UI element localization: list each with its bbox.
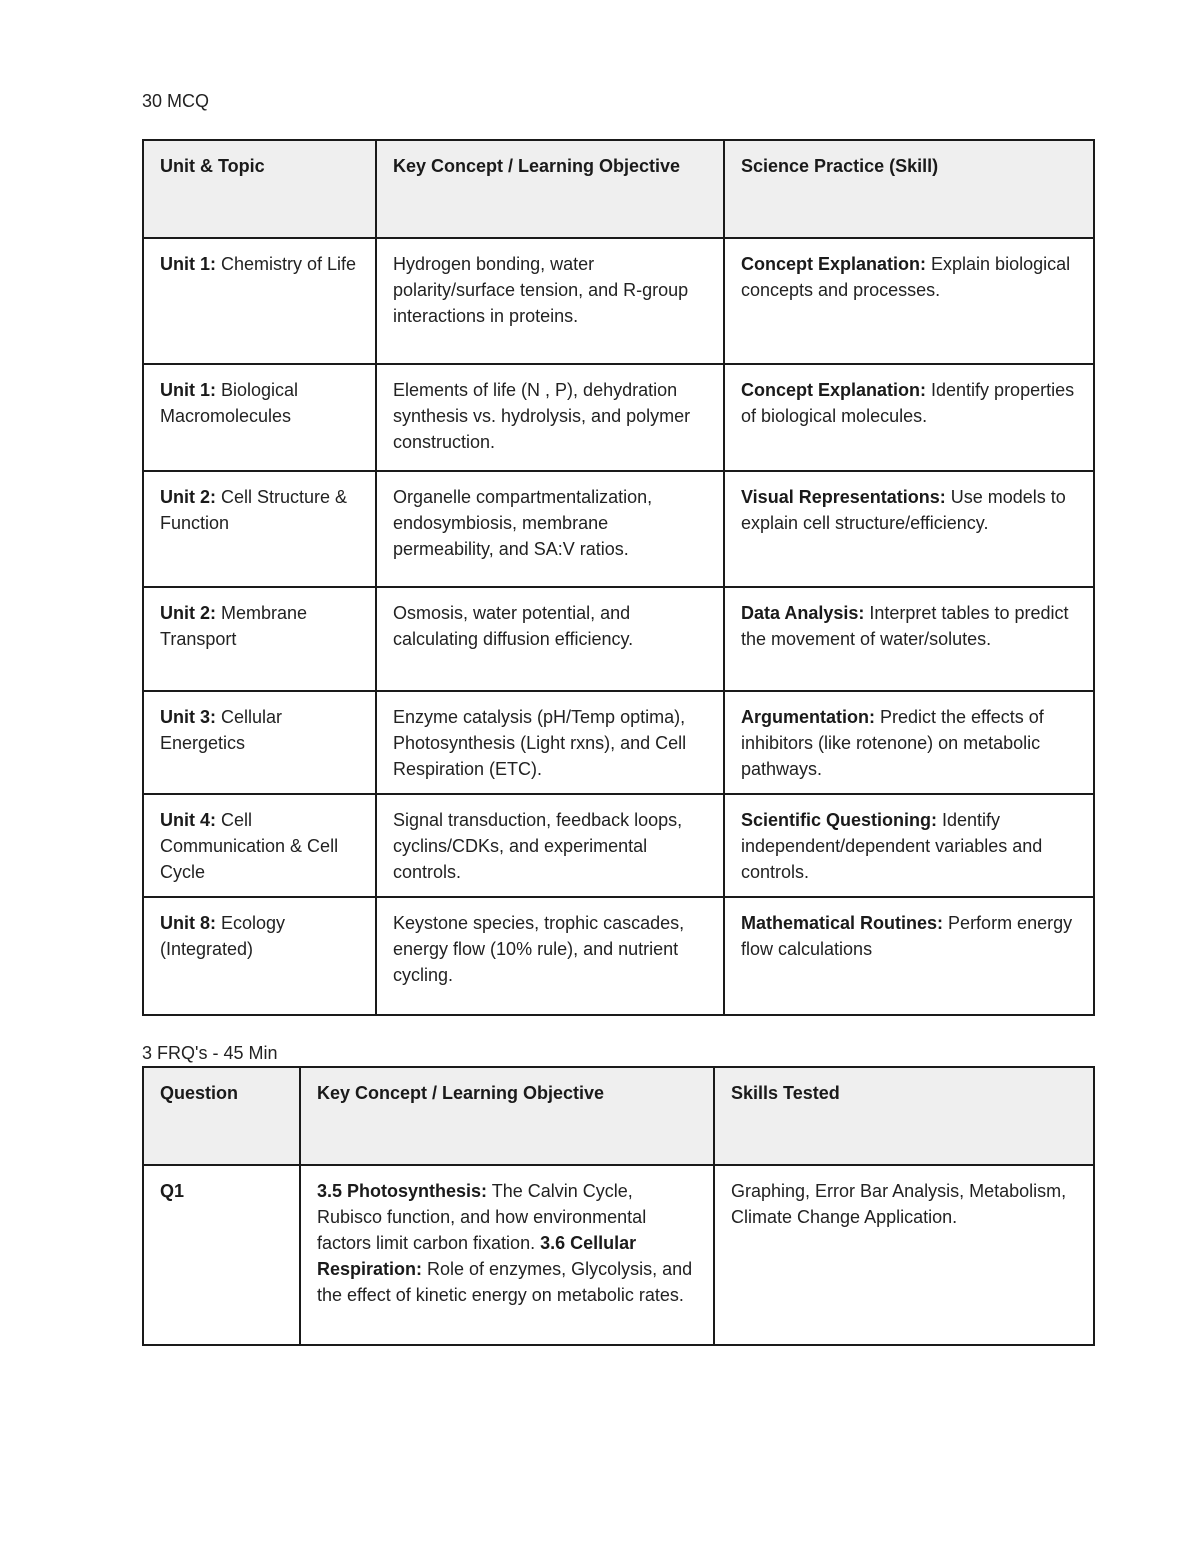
frq-header-skills: Skills Tested <box>714 1067 1094 1165</box>
concept-cell <box>300 1165 714 1345</box>
mcq-header-concept: Key Concept / Learning Objective <box>376 140 724 238</box>
concept-heading: 3.6 Cellular Respiration: <box>317 1233 637 1279</box>
skill-name: Mathematical Routines: <box>741 913 944 933</box>
mcq-header-row <box>143 140 1094 238</box>
table-row <box>143 238 1094 364</box>
unit-cell <box>143 691 376 794</box>
skill-description: Explain biological concepts and processes. <box>741 254 1071 300</box>
frq-header-row <box>143 1067 1094 1165</box>
table-row <box>143 471 1094 587</box>
unit-cell <box>143 471 376 587</box>
unit-topic: Membrane Transport <box>160 603 308 649</box>
frq-header-question: Question <box>143 1067 300 1165</box>
unit-topic: Cell Structure & Function <box>160 487 348 533</box>
concept-text: Role of enzymes, Glycolysis, and the effect of kinetic energy on metabolic rates. <box>317 1259 693 1305</box>
skill-description: Interpret tables to predict the movement of water/solutes. <box>741 603 1069 649</box>
unit-number: Unit 2: <box>160 487 216 507</box>
skill-cell <box>724 691 1094 794</box>
concept-cell: Enzyme catalysis (pH/Temp optima), Photosynthesis (Light rxns), and Cell Respiration (ETC). <box>376 691 724 794</box>
mcq-header-unit: Unit & Topic <box>143 140 376 238</box>
unit-cell <box>143 364 376 471</box>
mcq-header-skill: Science Practice (Skill) <box>724 140 1094 238</box>
unit-cell <box>143 794 376 897</box>
skill-description: Predict the effects of inhibitors (like rotenone) on metabolic pathways. <box>741 707 1044 779</box>
skill-cell <box>724 794 1094 897</box>
table-row <box>143 897 1094 1015</box>
skill-description: Identify properties of biological molecules. <box>741 380 1075 426</box>
unit-number: Unit 1: <box>160 254 216 274</box>
skill-description: Identify independent/dependent variables and controls. <box>741 810 1043 882</box>
skill-name: Data Analysis: <box>741 603 865 623</box>
mcq-table <box>142 139 1095 1016</box>
skill-name: Argumentation: <box>741 707 875 727</box>
skill-name: Concept Explanation: <box>741 254 927 274</box>
skill-name: Visual Representations: <box>741 487 946 507</box>
table-row <box>143 364 1094 471</box>
skills-cell: Graphing, Error Bar Analysis, Metabolism, Climate Change Application. <box>714 1165 1094 1345</box>
skill-name: Concept Explanation: <box>741 380 927 400</box>
unit-topic: Cellular Energetics <box>160 707 283 753</box>
concept-cell: Elements of life (N , P), dehydration synthesis vs. hydrolysis, and polymer construction. <box>376 364 724 471</box>
frq-section-label: 3 FRQ's - 45 Min <box>142 1043 278 1063</box>
unit-number: Unit 8: <box>160 913 216 933</box>
unit-cell <box>143 587 376 691</box>
table-row <box>143 691 1094 794</box>
concept-cell: Keystone species, trophic cascades, energy flow (10% rule), and nutrient cycling. <box>376 897 724 1015</box>
frq-table <box>142 1066 1095 1346</box>
skill-name: Scientific Questioning: <box>741 810 938 830</box>
skill-description: Perform energy flow calculations <box>741 913 1073 959</box>
table-row <box>143 794 1094 897</box>
concept-cell: Osmosis, water potential, and calculating diffusion efficiency. <box>376 587 724 691</box>
skill-cell <box>724 471 1094 587</box>
unit-cell <box>143 238 376 364</box>
unit-number: Unit 1: <box>160 380 216 400</box>
skill-cell <box>724 587 1094 691</box>
skill-cell <box>724 364 1094 471</box>
unit-topic: Biological Macromolecules <box>160 380 299 426</box>
question-cell <box>143 1165 300 1345</box>
concept-cell: Hydrogen bonding, water polarity/surface tension, and R-group interactions in proteins. <box>376 238 724 364</box>
table-row <box>143 587 1094 691</box>
frq-header-concept: Key Concept / Learning Objective <box>300 1067 714 1165</box>
table-row <box>143 1165 1094 1345</box>
concept-cell: Signal transduction, feedback loops, cyclins/CDKs, and experimental controls. <box>376 794 724 897</box>
unit-number: Unit 4: <box>160 810 216 830</box>
question-number: Q1 <box>160 1181 185 1201</box>
concept-cell: Organelle compartmentalization, endosymbiosis, membrane permeability, and SA:V ratios. <box>376 471 724 587</box>
concept-text: The Calvin Cycle, Rubisco function, and how environmental factors limit carbon fixation. <box>317 1181 647 1253</box>
concept-heading: 3.5 Photosynthesis: <box>317 1181 488 1201</box>
unit-topic: Chemistry of Life <box>216 254 357 274</box>
skill-cell <box>724 897 1094 1015</box>
skill-cell <box>724 238 1094 364</box>
unit-topic: Ecology (Integrated) <box>160 913 286 959</box>
skill-description: Use models to explain cell structure/efficiency. <box>741 487 1066 533</box>
unit-cell <box>143 897 376 1015</box>
mcq-section-label: 30 MCQ <box>142 91 210 111</box>
unit-number: Unit 2: <box>160 603 216 623</box>
unit-topic: Cell Communication & Cell Cycle <box>160 810 339 882</box>
unit-number: Unit 3: <box>160 707 216 727</box>
